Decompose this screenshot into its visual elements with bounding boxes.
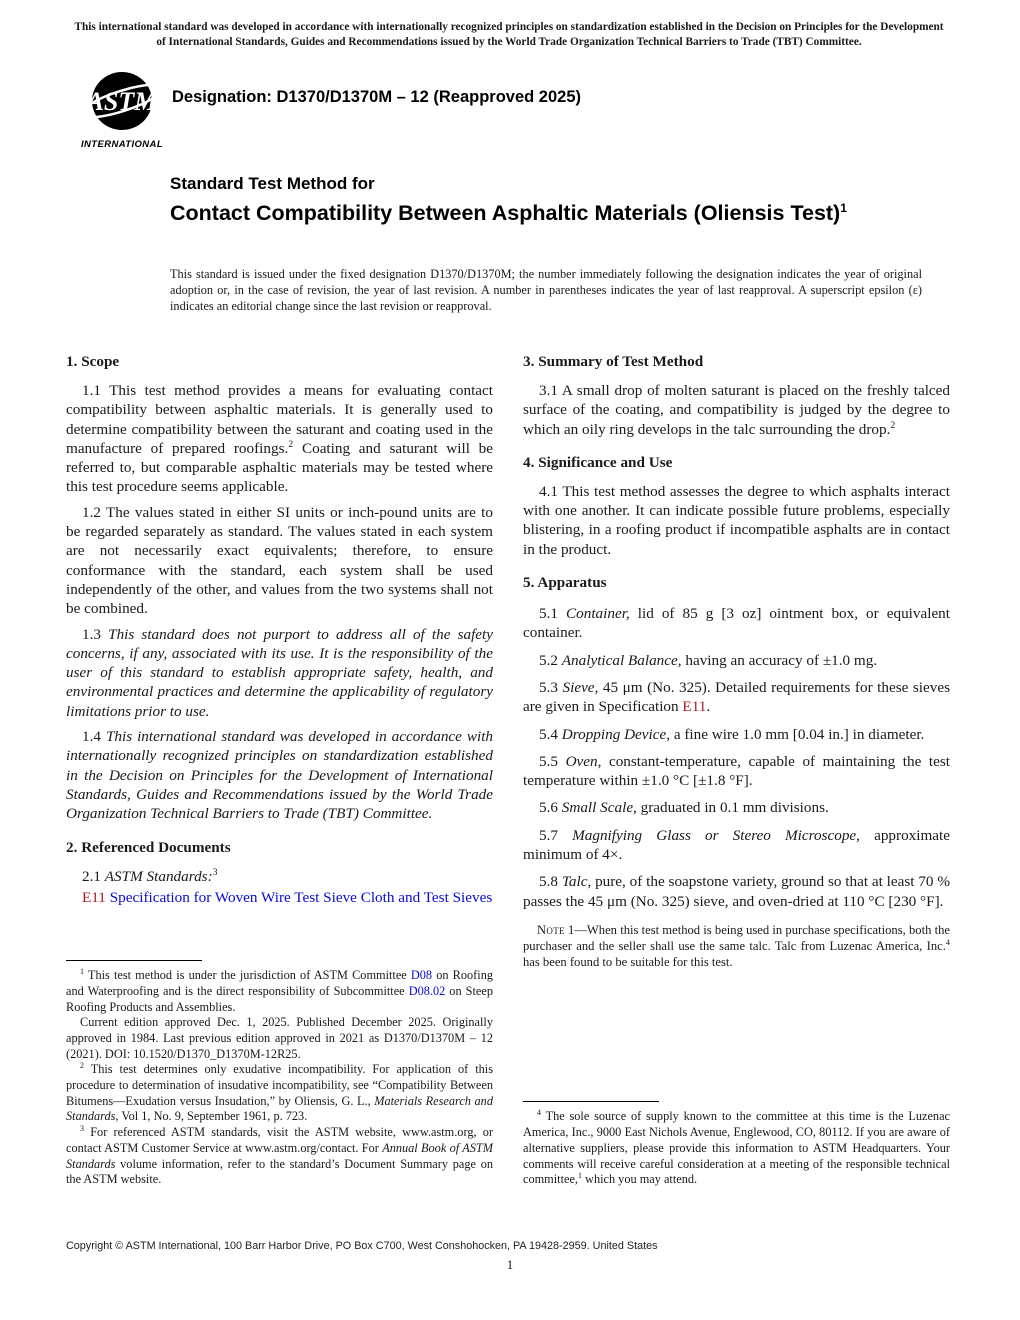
paragraph-4-1: 4.1 This test method assesses the degree to which asphalts interact with one another. It can indicate possible future problems, especially blistering, in a roofing product if incompatible asphalts are in contact in the product.: [523, 482, 950, 558]
page-title: Contact Compatibility Between Asphaltic Materials (Oliensis Test)$^1$: [170, 201, 847, 226]
astm-logo: [76, 70, 168, 150]
paragraph-1-1: 1.1 This test method provides a means for evaluating contact compatibility between asphaltic materials. It is generally used to determine compatibility between the saturant and coating used in the manufacture of prepared roofings.$^2$ Coating and saturant will be referred to, but comparable asphaltic materials may be tested where this test procedure seems applicable.: [66, 382, 493, 496]
paragraph-3-1: 3.1 A small drop of molten saturant is placed on the freshly talced surface of the coating, and compatibility is judged by the degree to which an oily ring develops in the talc surrounding the drop.$^2$: [523, 382, 950, 438]
section-heading-apparatus: 5. Apparatus: [523, 574, 607, 592]
doc-link[interactable]: E11: [82, 888, 106, 906]
doc-link[interactable]: E11: [682, 698, 707, 716]
right-column: [523, 348, 950, 1188]
wto-development-notice: This international standard was developed in accordance with internationally recognized principles on standardization established in the Decision on Principles for the Development of International Standards, Guides and Recommendations issued by the World Trade Organization Technical Barriers to Trade (TBT) Committee.: [74, 21, 944, 48]
right-footnotes: [523, 1101, 950, 1188]
title-block: [170, 172, 870, 227]
svg-text:ASTM: ASTM: [86, 87, 158, 116]
doc-link[interactable]: D08.02: [408, 983, 446, 998]
section-heading-summary: 3. Summary of Test Method: [523, 353, 704, 370]
doc-link[interactable]: Specification for Woven Wire Test Sieve Cloth and Test Sieves: [105, 888, 493, 906]
section-heading-scope: 1. Scope: [66, 353, 120, 370]
paragraph-5-3: 5.3 Sieve, 45 μm (No. 325). Detailed requirements for these sieves are given in Specification E11.: [523, 678, 950, 716]
reference-entry-e11: [66, 888, 493, 907]
title-footnote-marker: 1: [840, 201, 847, 215]
section-heading-significance: 4. Significance and Use: [523, 453, 673, 471]
section-heading-referenced-documents: 2. Referenced Documents: [66, 838, 231, 856]
two-column-body: [66, 348, 950, 1188]
left-footnotes: [66, 960, 493, 1188]
astm-logo-international-label: INTERNATIONAL: [80, 139, 164, 150]
footnote-1: $^1$ This test method is under the jurisdiction of ASTM Committee D08 on Roofing and Waterproofing and is the direct responsibility of Subcommittee D08.02 on Steep Roofing Products and Assemblies.: [66, 967, 493, 1014]
footnote-rule: [66, 960, 202, 961]
doc-link[interactable]: D08: [410, 968, 433, 983]
paragraph-1-2: 1.2 The values stated in either SI units or inch-pound units are to be regarded separately as standard. The values stated in each system are not necessarily exact equivalents; therefore, to ensure conformance with the standard, each system shall be used independently of the other, and values from the two systems shall not be combined.: [66, 503, 493, 618]
paragraph-5-6: 5.6 Small Scale, graduated in 0.1 mm divisions.: [539, 799, 829, 817]
paragraph-1-3: 1.3 This standard does not purport to address all of the safety concerns, if any, associated with its use. It is the responsibility of the user of this standard to establish appropriate safety, health, and environmental practices and determine the applicability of regulatory limitations prior to use.: [66, 625, 494, 720]
paragraph-1-4: 1.4 This international standard was developed in accordance with internationally recognized principles on standardization established in the Decision on Principles for the Development of International Standards, Guides and Recommendations issued by the World Trade Organization Technical Barriers to Trade (TBT) Committee.: [66, 728, 494, 823]
paragraph-5-4: 5.4 Dropping Device, a fine wire 1.0 mm [0.04 in.] in diameter.: [539, 725, 925, 743]
left-column: [66, 348, 493, 1188]
paragraph-5-5: 5.5 Oven, constant-temperature, capable of maintaining the test temperature within ±1.0 °C [±1.8 °F].: [523, 752, 950, 790]
footnote-1-edition: Current edition approved Dec. 1, 2025. Published December 2025. Originally approved in 1984. Last previous edition approved in 2021 as D1370/D1370M – 12 (2021). DOI: 10.1520/D1370_D1370M-12R25.: [66, 1015, 493, 1061]
paragraph-2-1: 2.1 ASTM Standards:$^3$: [82, 866, 218, 885]
astm-globe-icon: [76, 70, 168, 136]
paragraph-5-1: 5.1 Container, lid of 85 g [3 oz] ointment box, or equivalent container.: [523, 605, 950, 642]
paragraph-5-7: 5.7 Magnifying Glass or Stereo Microscope, approximate minimum of 4×.: [523, 826, 950, 864]
footnote-2: $^2$ This test determines only exudative incompatibility. For application of this procedure to determination of insudative incompatibility, see “Compatibility Between Bitumens—Exudation versus Insudation,” by Oliensis, G. L., Materials Research and Standards, Vol 1, No. 9, September 1961, p. 723.: [66, 1061, 493, 1124]
designation-line: Designation: D1370/D1370M – 12 (Reapproved 2025): [172, 88, 581, 106]
footnote-rule: [523, 1101, 659, 1102]
footnote-3: $^3$ For referenced ASTM standards, visit the ASTM website, www.astm.org, or contact ASTM Customer Service at www.astm.org/contact. For Annual Book of ASTM Standards volume information, refer to the standard’s Document Summary page on the ASTM website.: [66, 1124, 493, 1187]
copyright-line: Copyright © ASTM International, 100 Barr Harbor Drive, PO Box C700, West Conshohocken, PA 19428-2959. United States: [66, 1240, 658, 1252]
paragraph-5-2: 5.2 Analytical Balance, having an accuracy of ±1.0 mg.: [539, 651, 878, 669]
note-1: Note 1—When this test method is being used in purchase specifications, both the purchaser and the seller shall use the same talc. Talc from Luzenac America, Inc.$^4$ has been found to be suitable for this test.: [523, 922, 950, 969]
footnote-4: $^4$ The sole source of supply known to the committee at this time is the Luzenac America, Inc., 9000 East Nichols Avenue, Englewood, CO, 80112. If you are aware of alternative suppliers, please provide this information to ASTM Headquarters. Your comments will receive careful consideration at a meeting of the responsible technical committee,$^1$ which you may attend.: [523, 1108, 950, 1187]
page-number: 1: [506, 1258, 514, 1272]
issuance-note: This standard is issued under the fixed designation D1370/D1370M; the number immediately following the designation indicates the year of original adoption or, in the case of revision, the year of last revision. A number in parentheses indicates the year of last reapproval. A superscript epsilon (ε) indicates an editorial change since the last revision or reapproval.: [170, 267, 922, 313]
title-kicker: Standard Test Method for: [170, 174, 375, 193]
paragraph-5-8: 5.8 Talc, pure, of the soapstone variety, ground so that at least 70 % passes the 45 μm (No. 325) sieve, and oven-dried at 110 °C [230 °F].: [523, 873, 950, 910]
